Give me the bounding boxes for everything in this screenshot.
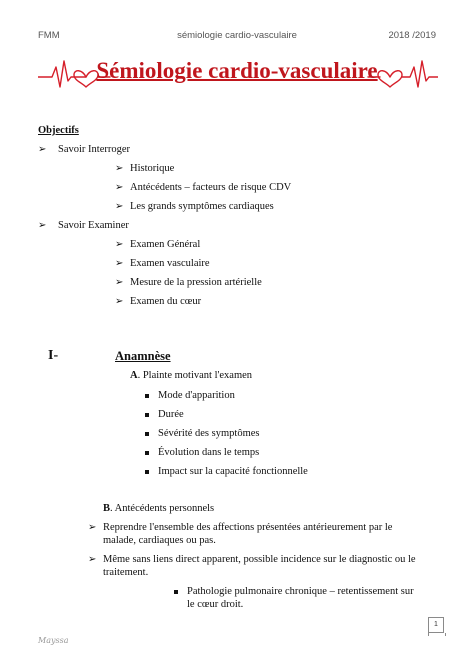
filled-square-icon [145, 451, 149, 455]
header-right: 2018 /2019 [388, 30, 436, 41]
subsection-b [103, 502, 214, 515]
paragraph-line: Même sans liens direct apparent, possible incidence sur le diagnostic ou le [103, 554, 416, 565]
page-title: Sémiologie cardio-vasculaire [96, 58, 378, 83]
paragraph-line: Reprendre l'ensemble des affections présentées antérieurement par le [103, 522, 393, 533]
arrowhead-outline-icon: ➢ [115, 239, 124, 250]
list-item: Antécédents – facteurs de risque CDV [130, 182, 292, 193]
paragraph-line: malade, cardiaques ou pas. [103, 535, 216, 546]
filled-square-icon [145, 394, 149, 398]
arrowhead-outline-icon: ➢ [115, 258, 124, 269]
page-number: 1 [428, 617, 444, 633]
list-item: Sévérité des symptômes [158, 428, 260, 439]
author-signature: Mayssa [38, 636, 69, 645]
section-title: Anamnèse [115, 349, 171, 363]
filled-square-icon [174, 590, 178, 594]
section-number: I- [48, 348, 59, 363]
paragraph-line: Pathologie pulmonaire chronique – retentissement sur [187, 586, 414, 597]
subsection-a-letter: A [130, 370, 138, 381]
filled-square-icon [145, 432, 149, 436]
list-item: Examen du cœur [130, 296, 202, 307]
arrowhead-outline-icon: ➢ [38, 144, 47, 155]
subsection-a [130, 369, 252, 382]
list-item: Évolution dans le temps [158, 447, 260, 458]
arrowhead-outline-icon: ➢ [115, 182, 124, 193]
filled-square-icon [145, 470, 149, 474]
savoir-interroger: Savoir Interroger [58, 144, 131, 155]
list-item: Mesure de la pression artérielle [130, 277, 262, 288]
arrowhead-outline-icon: ➢ [88, 554, 97, 565]
savoir-examiner: Savoir Examiner [58, 220, 129, 231]
arrowhead-outline-icon: ➢ [38, 220, 47, 231]
arrowhead-outline-icon: ➢ [88, 522, 97, 533]
header-left: FMM [38, 30, 60, 41]
list-item: Examen vasculaire [130, 258, 210, 269]
subsection-b-letter: B [103, 503, 111, 514]
subsection-b-title: . Antécédents personnels [110, 503, 215, 514]
list-item: Durée [158, 409, 184, 420]
paragraph-line: traitement. [103, 567, 149, 578]
arrowhead-outline-icon: ➢ [115, 201, 124, 212]
arrowhead-outline-icon: ➢ [115, 296, 124, 307]
list-item: Examen Général [130, 239, 201, 250]
list-item: Historique [130, 163, 175, 174]
objectifs-heading: Objectifs [38, 125, 79, 136]
list-item: Les grands symptômes cardiaques [130, 201, 274, 212]
paragraph-line: le cœur droit. [187, 599, 244, 610]
list-item: Impact sur la capacité fonctionnelle [158, 466, 308, 477]
list-item: Mode d'apparition [158, 390, 235, 401]
filled-square-icon [145, 413, 149, 417]
arrowhead-outline-icon: ➢ [115, 277, 124, 288]
subsection-a-title: . Plainte motivant l'examen [137, 370, 253, 381]
arrowhead-outline-icon: ➢ [115, 163, 124, 174]
header-center: sémiologie cardio-vasculaire [177, 30, 297, 41]
